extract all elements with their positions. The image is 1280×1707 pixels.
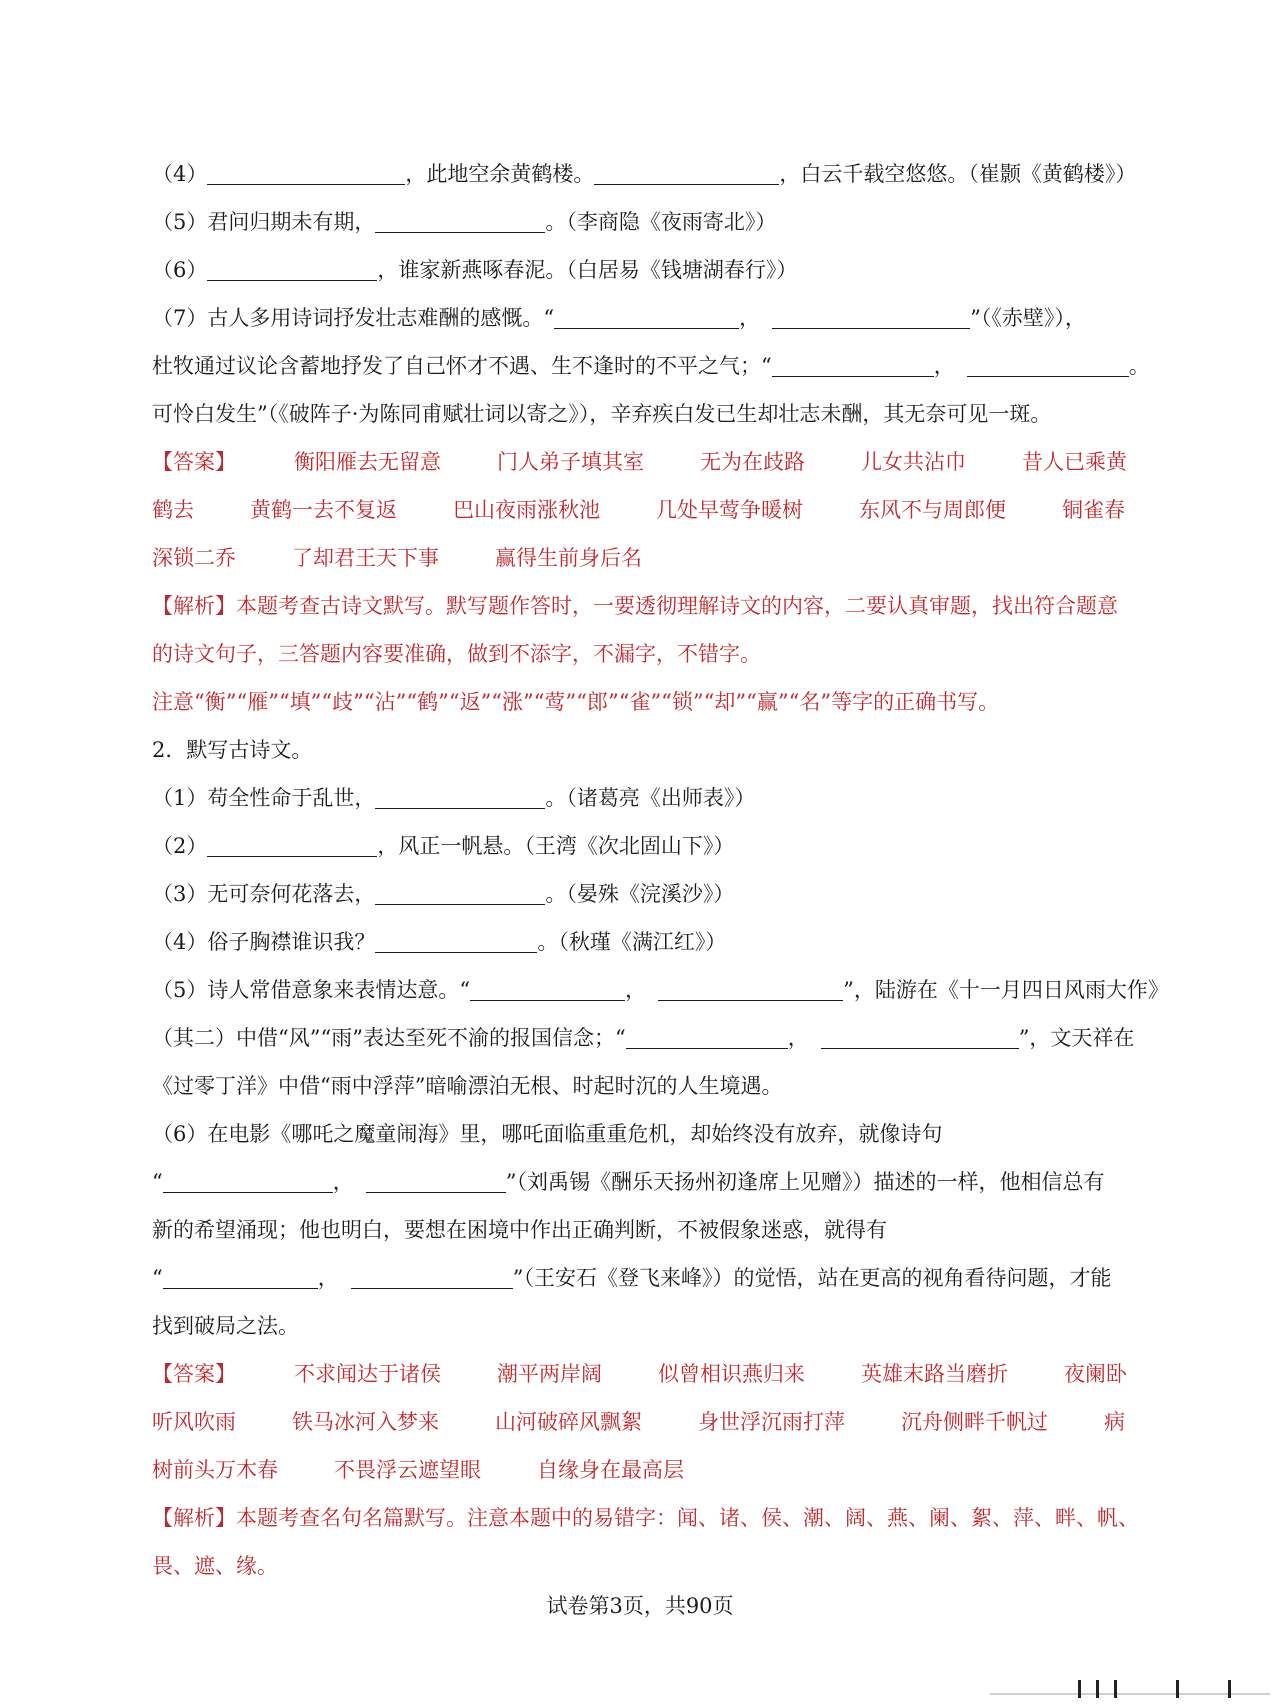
answer-item: 铁马冰河入梦来	[292, 1410, 439, 1434]
answer-blank[interactable]	[366, 1166, 506, 1193]
text: 杜牧通过议论含蓄地抒发了自己怀才不遇、生不逢时的不平之气；“	[152, 354, 772, 378]
q2-line-3	[152, 870, 1147, 918]
page-footer: 试卷第3页，共90页	[546, 1594, 734, 1618]
exam-page	[152, 150, 1169, 1590]
q2-line-12: 找到破局之法。	[152, 1314, 299, 1338]
scroll-tick	[1176, 1680, 1179, 1698]
answer-item: 铜雀春	[1062, 498, 1125, 522]
q2-answer-line-3	[152, 1446, 1147, 1494]
answer-blank[interactable]	[163, 1262, 318, 1289]
q1-line-6	[152, 246, 1147, 294]
answer-blank[interactable]	[375, 782, 545, 809]
answer-item: 门人弟子填其室	[497, 450, 644, 474]
answer-item: 山河破碎风飘絮	[495, 1410, 642, 1434]
text: 。（晏殊《浣溪沙》）	[545, 882, 735, 906]
q2-line-6	[152, 1014, 1147, 1062]
q1-analysis-line-2: 的诗文句子，三答题内容要准确，做到不添字，不漏字，不错字。	[152, 642, 761, 666]
answer-tag: 【答案】	[152, 1362, 236, 1386]
answer-blank[interactable]	[375, 926, 537, 953]
text: 。（李商隐《夜雨寄北》）	[545, 210, 777, 234]
text: （4）俗子胸襟谁识我？	[152, 930, 376, 954]
text: ，白云千载空悠悠。（崔颢《黄鹤楼》）	[779, 162, 1137, 186]
text: ”（刘禹锡《酬乐天扬州初逢席上见赠》）描述的一样，他相信总有	[505, 1170, 1105, 1194]
answer-item: 夜阑卧	[1064, 1362, 1127, 1386]
q2-analysis-line-2: 畏、遮、缘。	[152, 1554, 278, 1578]
text: （7）古人多用诗词抒发壮志难酬的感慨。“	[152, 306, 555, 330]
q2-line-9	[152, 1158, 1147, 1206]
text: ，谁家新燕啄春泥。（白居易《钱塘湖春行》）	[377, 258, 798, 282]
q2-analysis-line-1	[152, 1494, 1147, 1542]
q2-line-10: 新的希望涌现；他也明白，要想在困境中作出正确判断，不被假象迷惑，就得有	[152, 1218, 887, 1242]
q2-answer-line-2	[152, 1398, 1147, 1446]
answer-blank[interactable]	[470, 974, 625, 1001]
answer-blank[interactable]	[207, 158, 405, 185]
answer-blank[interactable]	[658, 974, 843, 1001]
page-scrollbar[interactable]	[990, 1690, 1270, 1698]
text: ”，陆游在《十一月四日风雨大作》	[843, 978, 1169, 1002]
q1-answer-line-3	[152, 534, 1147, 582]
text: “	[152, 1170, 163, 1194]
answer-blank[interactable]	[207, 830, 377, 857]
answer-item: 沉舟侧畔千帆过	[901, 1410, 1048, 1434]
text: ，	[739, 306, 761, 330]
text: ，	[933, 354, 955, 378]
q1-analysis-line-3: 注意“衡”“雁”“填”“歧”“沾”“鹤”“返”“涨”“莺”“郎”“雀”“锁”“却”“赢”“名”等字的正确书写。	[152, 690, 1000, 714]
text: （2）	[152, 834, 208, 858]
answer-blank[interactable]	[772, 302, 970, 329]
q1-answer-line-2	[152, 486, 1147, 534]
answer-blank[interactable]	[351, 1262, 513, 1289]
text: （6）	[152, 258, 208, 282]
answer-item: 树前头万木春	[152, 1458, 278, 1482]
answer-blank[interactable]	[554, 302, 739, 329]
q1-line-9: 可怜白发生”（《破阵子·为陈同甫赋壮词以寄之》），辛弃疾白发已生却壮志未酬，其无奈可见一斑。	[152, 402, 1052, 426]
answer-blank[interactable]	[207, 254, 377, 281]
text: ，此地空余黄鹤楼。	[405, 162, 595, 186]
scroll-tick	[1114, 1680, 1117, 1698]
q2-line-11	[152, 1254, 1147, 1302]
q2-line-4	[152, 918, 1147, 966]
scroll-tick	[1228, 1680, 1231, 1698]
answer-item: 潮平两岸阔	[497, 1362, 602, 1386]
q2-answer-line-1	[152, 1350, 1147, 1398]
answer-item: 自缘身在最高层	[537, 1458, 684, 1482]
text: ，	[332, 1170, 354, 1194]
answer-item: 巴山夜雨涨秋池	[453, 498, 600, 522]
q1-line-5	[152, 198, 1147, 246]
answer-item: 了却君王天下事	[292, 546, 439, 570]
text: 本题考查名句名篇默写。注意本题中的易错字：闻、诸、侯、潮、阔、燕、阑、絮、萍、畔、帆、	[236, 1506, 1139, 1530]
scroll-tick	[1096, 1680, 1099, 1698]
answer-item: 鹤去	[152, 498, 194, 522]
answer-tag: 【答案】	[152, 450, 236, 474]
answer-blank[interactable]	[626, 1022, 788, 1049]
answer-blank[interactable]	[375, 206, 545, 233]
answer-item: 深锁二乔	[152, 546, 236, 570]
scroll-tick	[1078, 1680, 1081, 1698]
text: （5）诗人常借意象来表情达意。“	[152, 978, 471, 1002]
q2-line-1	[152, 774, 1147, 822]
answer-item: 病	[1104, 1410, 1125, 1434]
analysis-tag: 【解析】	[152, 594, 236, 618]
q1-line-7	[152, 294, 1147, 342]
answer-item: 不求闻达于诸侯	[294, 1362, 441, 1386]
answer-item: 儿女共沾巾	[861, 450, 966, 474]
text: （其二）中借“风”“雨”表达至死不渝的报国信念；“	[152, 1026, 626, 1050]
answer-item: 听风吹雨	[152, 1410, 236, 1434]
text: 本题考查古诗文默写。默写题作答时，一要透彻理解诗文的内容，二要认真审题，找出符合题意	[236, 594, 1118, 618]
answer-item: 英雄末路当磨折	[861, 1362, 1008, 1386]
text: ，	[625, 978, 647, 1002]
answer-blank[interactable]	[821, 1022, 1019, 1049]
text: ，风正一帆悬。（王湾《次北固山下》）	[377, 834, 735, 858]
text: ”（王安石《登飞来峰》）的觉悟，站在更高的视角看待问题，才能	[512, 1266, 1112, 1290]
answer-item: 东风不与周郎便	[859, 498, 1006, 522]
text: ，	[787, 1026, 809, 1050]
answer-item: 昔人已乘黄	[1022, 450, 1127, 474]
q2-line-2	[152, 822, 1147, 870]
text: 。（秋瑾《满江红》）	[537, 930, 727, 954]
analysis-tag: 【解析】	[152, 1506, 236, 1530]
answer-item: 身世浮沉雨打萍	[698, 1410, 845, 1434]
answer-item: 不畏浮云遮望眼	[334, 1458, 481, 1482]
answer-item: 赢得生前身后名	[495, 546, 642, 570]
text: ，	[317, 1266, 339, 1290]
text: （3）无可奈何花落去，	[152, 882, 376, 906]
q2-line-8: （6）在电影《哪吒之魔童闹海》里，哪吒面临重重危机，却始终没有放弃，就像诗句	[152, 1122, 943, 1146]
q1-line-4	[152, 150, 1147, 198]
text: （5）君问归期未有期，	[152, 210, 376, 234]
answer-blank[interactable]	[967, 350, 1129, 377]
answer-item: 无为在歧路	[700, 450, 805, 474]
q1-answer-line-1	[152, 438, 1147, 486]
text: （1）苟全性命于乱世，	[152, 786, 376, 810]
text: （4）	[152, 162, 208, 186]
answer-blank[interactable]	[594, 158, 779, 185]
text: ”，文天祥在	[1018, 1026, 1135, 1050]
answer-blank[interactable]	[375, 878, 545, 905]
answer-item: 似曾相识燕归来	[658, 1362, 805, 1386]
q1-line-8	[152, 342, 1150, 390]
q1-analysis-line-1	[152, 582, 1147, 630]
answer-item: 衡阳雁去无留意	[294, 450, 441, 474]
answer-blank[interactable]	[772, 350, 934, 377]
answer-item: 几处早莺争暖树	[656, 498, 803, 522]
text: ”（《赤壁》），	[970, 306, 1086, 330]
text: 。	[1128, 354, 1150, 378]
text: 。（诸葛亮《出师表》）	[545, 786, 756, 810]
q2-line-7: 《过零丁洋》中借“雨中浮萍”暗喻漂泊无根、时起时沉的人生境遇。	[152, 1074, 783, 1098]
text: “	[152, 1266, 163, 1290]
answer-item: 黄鹤一去不复返	[250, 498, 397, 522]
q2-title: 2．默写古诗文。	[152, 738, 313, 762]
answer-blank[interactable]	[163, 1166, 333, 1193]
q2-line-5	[152, 966, 1169, 1014]
